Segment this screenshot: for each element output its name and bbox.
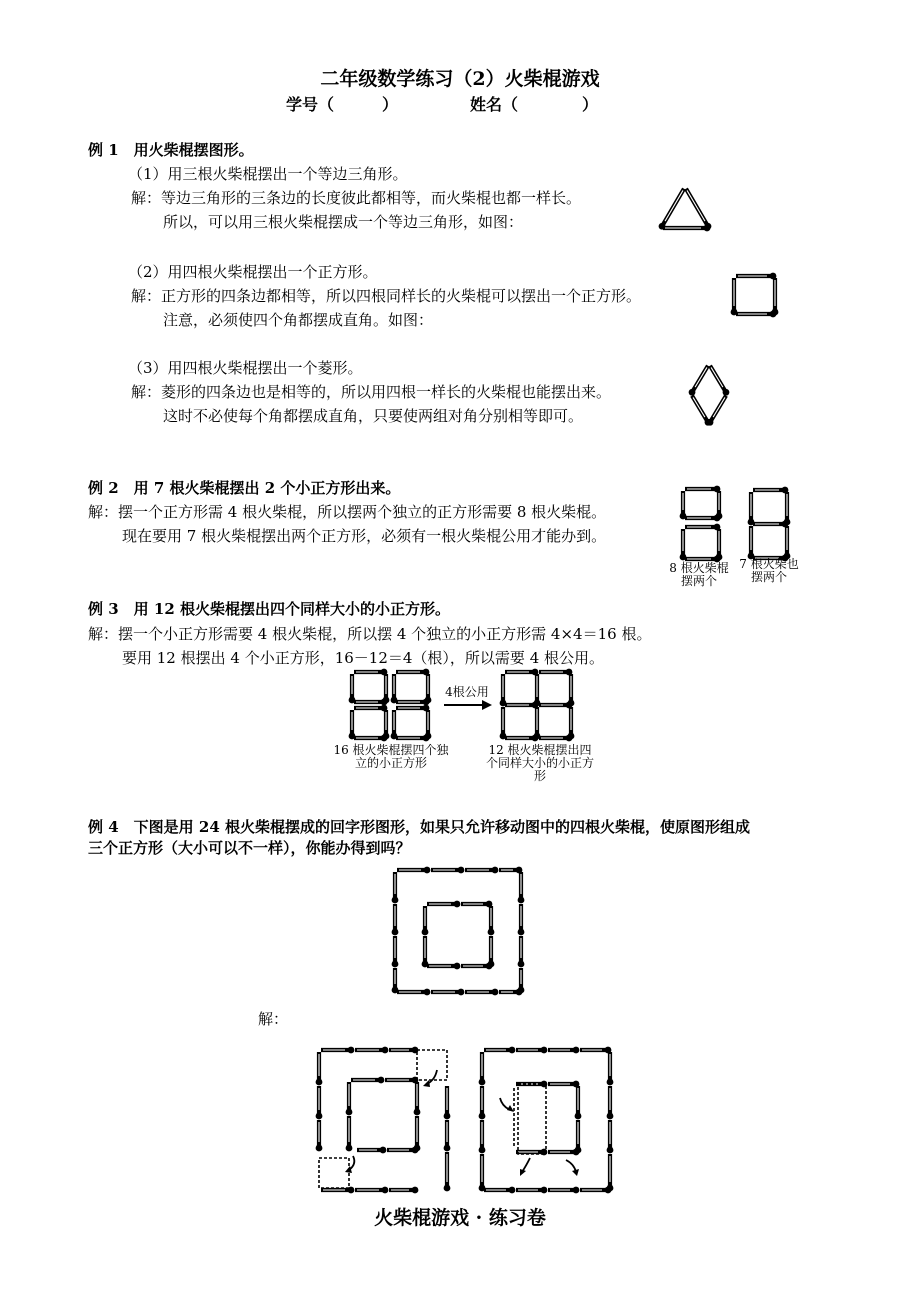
matchstick bbox=[568, 707, 575, 739]
matchstick bbox=[465, 989, 498, 996]
matchstick bbox=[607, 1052, 614, 1085]
matchstick bbox=[444, 1152, 451, 1191]
matchstick bbox=[716, 491, 723, 519]
matchstick bbox=[349, 710, 356, 739]
example-1-answer-2-line-2: 注意，必须使四个角都摆成直角。如图： bbox=[163, 311, 434, 329]
matchstick bbox=[505, 735, 538, 742]
example-1-answer-1-line-1: 解：等边三角形的三条边的长度彼此都相等，而火柴棍也都一样长。 bbox=[131, 189, 582, 207]
hui-shape-figure bbox=[385, 862, 535, 1002]
matchstick bbox=[518, 904, 525, 935]
example-1-heading: 例 1 用火柴棍摆图形。 bbox=[88, 141, 254, 159]
matchstick bbox=[736, 273, 776, 280]
share-arrow-label: 4根公用 bbox=[445, 685, 489, 699]
matchstick bbox=[465, 867, 498, 874]
matchstick bbox=[392, 872, 399, 903]
example-1-answer-3-line-2: 这时不必使每个角都摆成直角，只要使两组对角分别相等即可。 bbox=[163, 407, 584, 425]
matchstick bbox=[534, 674, 541, 706]
matchstick bbox=[425, 674, 432, 703]
matchstick bbox=[484, 1187, 515, 1194]
matchstick bbox=[383, 710, 390, 739]
example-1-answer-2-line-1: 解：正方形的四条边都相等，所以四根同样长的火柴棍可以摆出一个正方形。 bbox=[131, 287, 642, 305]
matchstick bbox=[321, 1047, 354, 1054]
matchstick bbox=[548, 1047, 579, 1054]
matchstick bbox=[425, 710, 432, 739]
matchstick bbox=[444, 1086, 451, 1119]
matchstick bbox=[736, 311, 776, 318]
student-name-field: 姓名（ ） bbox=[470, 95, 599, 114]
matchstick bbox=[354, 699, 387, 706]
matchstick bbox=[427, 963, 460, 970]
matchstick bbox=[389, 1187, 418, 1194]
matchstick bbox=[355, 1187, 388, 1194]
matchstick bbox=[431, 989, 464, 996]
matchstick bbox=[568, 674, 575, 706]
solution-right-figure bbox=[470, 1040, 620, 1200]
matchstick bbox=[707, 396, 726, 426]
matchstick bbox=[539, 735, 572, 742]
matchstick bbox=[686, 189, 711, 230]
matchstick bbox=[392, 968, 399, 993]
example-2-answer-line-2: 现在要用 7 根火柴棍摆出两个正方形，必须有一根火柴棍公用才能办到。 bbox=[122, 527, 607, 545]
matchstick bbox=[575, 1086, 582, 1119]
matchstick bbox=[680, 529, 687, 560]
right-arrow-icon bbox=[442, 698, 494, 712]
matchstick bbox=[414, 1116, 421, 1151]
student-number-field: 学号（ ） bbox=[286, 95, 399, 114]
twelve-sticks-figure bbox=[495, 664, 585, 746]
example-4-solution-label: 解： bbox=[258, 1010, 289, 1028]
example-1-answer-1-line-2: 所以，可以用三根火柴棍摆成一个等边三角形，如图： bbox=[163, 213, 524, 231]
example-4-heading-line-1: 例 4 下图是用 24 根火柴棍摆成的回字形图形，如果只允许移动图中的四根火柴棍，使原图形组成 bbox=[88, 818, 750, 836]
matchstick bbox=[748, 526, 755, 559]
page-title: 二年级数学练习（2）火柴棍游戏 bbox=[320, 68, 600, 90]
matchstick bbox=[580, 1047, 611, 1054]
example-1-question-1: （1）用三根火柴棍摆出一个等边三角形。 bbox=[128, 165, 408, 183]
example-1-answer-3-line-1: 解：菱形的四条边也是相等的，所以用四根一样长的火柴棍也能摆出来。 bbox=[131, 383, 612, 401]
matchstick bbox=[346, 1116, 353, 1151]
matchstick bbox=[351, 1077, 384, 1084]
example-2-answer-line-1: 解：摆一个正方形需 4 根火柴棍，所以摆两个独立的正方形需要 8 根火柴棍。 bbox=[88, 503, 607, 521]
matchstick bbox=[539, 702, 572, 709]
matchstick bbox=[479, 1052, 486, 1085]
matchstick bbox=[516, 1187, 547, 1194]
matchstick bbox=[479, 1154, 486, 1191]
matchstick bbox=[516, 1047, 547, 1054]
matchstick bbox=[689, 366, 708, 396]
matchstick bbox=[357, 1147, 386, 1154]
example-3-answer-line-2: 要用 12 根摆出 4 个小正方形，16－12＝4（根），所以需要 4 根公用。 bbox=[122, 649, 605, 667]
matchstick bbox=[484, 1047, 515, 1054]
matchstick bbox=[422, 906, 429, 935]
matchstick bbox=[427, 901, 460, 908]
square-matchstick-figure bbox=[725, 268, 785, 320]
matchstick bbox=[748, 492, 755, 525]
matchstick bbox=[391, 674, 398, 703]
matchstick bbox=[488, 936, 495, 967]
matchstick bbox=[548, 1149, 579, 1156]
matchstick bbox=[505, 669, 538, 676]
matchstick bbox=[548, 1081, 579, 1088]
two-shared-squares-figure bbox=[742, 482, 796, 568]
matchstick bbox=[685, 486, 720, 493]
matchstick bbox=[316, 1120, 323, 1151]
sixteen-sticks-figure bbox=[340, 664, 440, 746]
matchstick bbox=[396, 669, 429, 676]
matchstick bbox=[663, 225, 710, 232]
matchstick bbox=[391, 710, 398, 739]
matchstick bbox=[680, 491, 687, 519]
matchstick bbox=[431, 867, 464, 874]
example-2-right-caption: 7 根火柴也摆两个 bbox=[739, 557, 799, 584]
matchstick bbox=[716, 529, 723, 560]
matchstick bbox=[354, 705, 387, 712]
matchstick bbox=[397, 867, 430, 874]
matchstick bbox=[346, 1082, 353, 1115]
matchstick bbox=[534, 707, 541, 739]
matchstick bbox=[784, 492, 791, 525]
example-1-question-3: （3）用四根火柴棍摆出一个菱形。 bbox=[128, 359, 363, 377]
page-footer: 火柴棍游戏 · 练习卷 bbox=[374, 1207, 546, 1229]
matchstick bbox=[784, 526, 791, 559]
example-2-heading: 例 2 用 7 根火柴棍摆出 2 个小正方形出来。 bbox=[88, 479, 401, 497]
example-1-question-2: （2）用四根火柴棍摆出一个正方形。 bbox=[128, 263, 378, 281]
matchstick bbox=[685, 524, 720, 531]
matchstick bbox=[349, 674, 356, 703]
matchstick bbox=[355, 1047, 388, 1054]
matchstick bbox=[500, 707, 507, 739]
matchstick bbox=[488, 906, 495, 935]
matchstick bbox=[575, 1120, 582, 1153]
example-3-right-caption: 12 根火柴棍摆出四个同样大小的小正方形 bbox=[485, 743, 594, 783]
matchstick bbox=[500, 674, 507, 706]
matchstick bbox=[685, 515, 720, 522]
matchstick bbox=[479, 1086, 486, 1119]
matchstick bbox=[753, 521, 788, 528]
example-4-heading-line-2: 三个正方形（大小可以不一样），你能办得到吗？ bbox=[88, 839, 411, 857]
matchstick bbox=[479, 1120, 486, 1153]
matchstick bbox=[396, 705, 429, 712]
matchstick bbox=[753, 487, 788, 494]
matchstick bbox=[316, 1086, 323, 1119]
matchstick bbox=[385, 1077, 418, 1084]
matchstick bbox=[392, 904, 399, 935]
matchstick bbox=[387, 1147, 418, 1154]
matchstick bbox=[461, 901, 492, 908]
example-2-left-caption: 8 根火柴棍摆两个 bbox=[669, 561, 729, 588]
matchstick bbox=[444, 1120, 451, 1151]
matchstick bbox=[422, 936, 429, 967]
matchstick bbox=[659, 189, 684, 230]
matchstick bbox=[607, 1120, 614, 1153]
matchstick bbox=[383, 674, 390, 703]
example-3-answer-line-1: 解：摆一个小正方形需要 4 根火柴棍，所以摆 4 个独立的小正方形需 4×4＝16 根。 bbox=[88, 625, 652, 643]
matchstick bbox=[607, 1086, 614, 1119]
matchstick bbox=[607, 1154, 614, 1191]
rhombus-matchstick-figure bbox=[685, 358, 735, 434]
matchstick bbox=[772, 278, 779, 315]
matchstick bbox=[548, 1187, 579, 1194]
matchstick bbox=[397, 989, 430, 996]
matchstick bbox=[414, 1082, 421, 1115]
two-separate-squares-figure bbox=[675, 482, 729, 568]
matchstick bbox=[710, 366, 729, 396]
solution-left-figure bbox=[305, 1040, 455, 1200]
matchstick bbox=[518, 936, 525, 967]
matchstick bbox=[539, 669, 572, 676]
triangle-matchstick-figure bbox=[650, 180, 720, 240]
matchstick bbox=[499, 867, 522, 874]
example-3-left-caption: 16 根火柴棍摆四个独立的小正方形 bbox=[333, 743, 449, 770]
matchstick bbox=[392, 936, 399, 967]
matchstick bbox=[316, 1052, 323, 1085]
matchstick bbox=[518, 872, 525, 903]
matchstick bbox=[354, 669, 387, 676]
matchstick bbox=[505, 702, 538, 709]
matchstick bbox=[354, 735, 387, 742]
matchstick bbox=[396, 735, 429, 742]
matchstick bbox=[396, 699, 429, 706]
matchstick bbox=[518, 968, 525, 993]
example-3-heading: 例 3 用 12 根火柴棍摆出四个同样大小的小正方形。 bbox=[88, 600, 450, 618]
matchstick bbox=[731, 278, 738, 315]
matchstick bbox=[389, 1047, 418, 1054]
